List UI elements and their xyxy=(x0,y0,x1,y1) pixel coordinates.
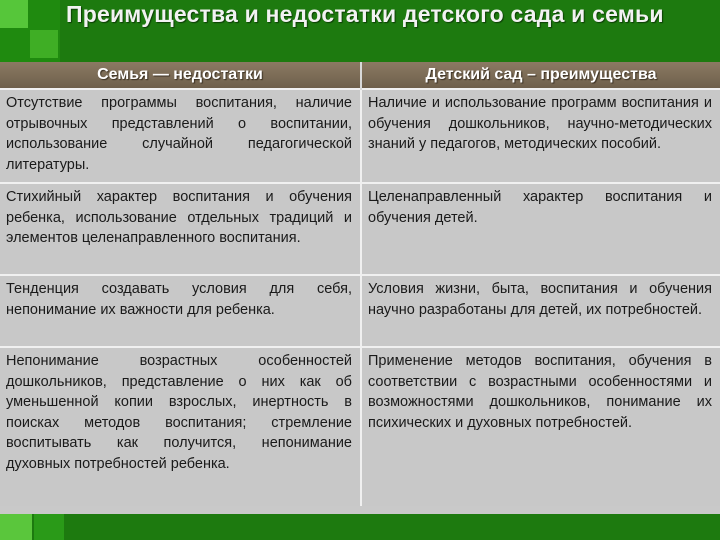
decor-square xyxy=(30,30,58,58)
family-cell: Стихийный характер воспитания и обучения ребенка, использование отдельных традиций и элементов целенаправленного воспитания. xyxy=(0,183,361,275)
footer-bar xyxy=(0,514,720,540)
kindergarten-cell: Применение методов воспитания, обучения в соответствии с возрастными особенностями и возможностями дошкольников, понимание их психических и духовных потребностей. xyxy=(361,347,720,506)
decor-square xyxy=(0,514,32,540)
column-header-kindergarten: Детский сад – преимущества xyxy=(361,62,720,89)
kindergarten-cell: Целенаправленный характер воспитания и обучения детей. xyxy=(361,183,720,275)
column-header-family: Семья — недостатки xyxy=(0,62,361,89)
family-cell: Непонимание возрастных особенностей дошкольников, представление о них как об уменьшенной копии взрослых, инертность в поисках методов воспитания; стремление воспитывать как получится, непонимание духовных потребностей ребенка. xyxy=(0,347,361,506)
kindergarten-cell: Наличие и использование программ воспитания и обучения дошкольников, научно-методических знаний у педагогов, методических пособий. xyxy=(361,89,720,183)
family-cell: Тенденция создавать условия для себя, непонимание их важности для ребенка. xyxy=(0,275,361,347)
decor-square xyxy=(0,0,28,28)
family-cell: Отсутствие программы воспитания, наличие отрывочных представлений о воспитании, использование случайной педагогической литературы. xyxy=(0,89,361,183)
comparison-table xyxy=(0,62,720,506)
table-row xyxy=(0,347,720,506)
table-row xyxy=(0,89,720,183)
table-row xyxy=(0,183,720,275)
slide-title: Преимущества и недостатки детского сада и семьи xyxy=(66,1,664,27)
kindergarten-cell: Условия жизни, быта, воспитания и обучения научно разработаны для детей, их потребностей. xyxy=(361,275,720,347)
comparison-table-container xyxy=(0,62,720,514)
table-row xyxy=(0,275,720,347)
decor-square xyxy=(34,514,64,540)
